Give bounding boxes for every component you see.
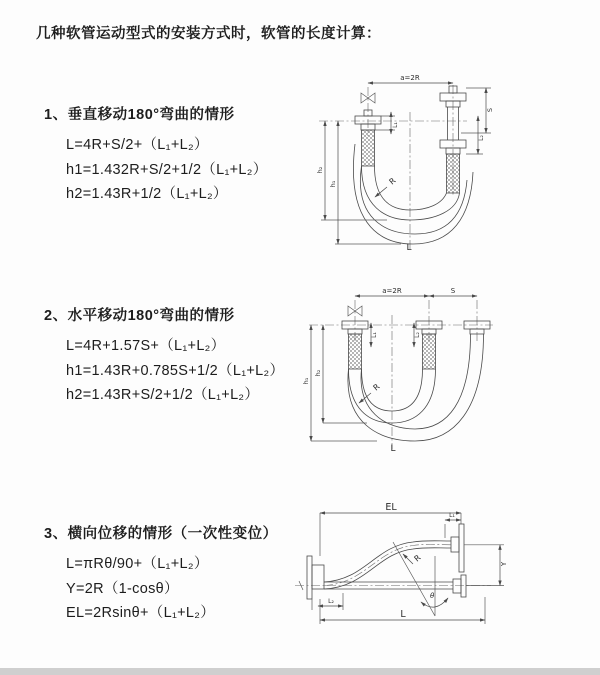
dim-label-l2: L₂ xyxy=(414,332,421,338)
formula-line: L=πRθ/90+（L₁+L₂） xyxy=(66,556,209,572)
formula-line: L=4R+S/2+（L₁+L₂） xyxy=(66,137,209,153)
dim-label-r: R xyxy=(387,176,398,187)
dim-label-h2: h₂ xyxy=(316,166,324,174)
left-flange xyxy=(307,556,324,599)
dim-label-s: S xyxy=(450,287,456,295)
section-3-heading: 3、横向位移的情形（一次性变位） xyxy=(44,526,278,542)
formula-line: h1=1.43R+0.785S+1/2（L₁+L₂） xyxy=(66,362,285,379)
section-1 xyxy=(44,103,268,207)
dim-label-l2: L₂ xyxy=(478,135,485,141)
dim-label-l: L xyxy=(406,243,412,253)
straight-pipe xyxy=(324,575,466,597)
page-title: 几种软管运动型式的安装方式时，软管的长度计算： xyxy=(36,26,381,42)
section-2-heading: 2、水平移动180°弯曲的情形 xyxy=(44,308,235,324)
angle-construction xyxy=(393,542,448,616)
el-extension-lines xyxy=(320,513,461,556)
dim-label-s: S xyxy=(486,107,494,113)
section-3 xyxy=(44,522,278,626)
dim-label-a2r: a=2R xyxy=(382,287,402,295)
dim-label-h1: h₁ xyxy=(329,180,337,188)
dim-label-l: L xyxy=(400,609,406,620)
section-3-formulas xyxy=(66,552,278,626)
dim-label-h2: h₂ xyxy=(314,369,322,377)
dim-label-el: EL xyxy=(385,502,397,513)
dim-label-r: R xyxy=(371,382,382,393)
diagram-vertical-180-bend xyxy=(305,68,575,266)
section-1-heading: 1、垂直移动180°弯曲的情形 xyxy=(44,107,235,123)
dim-label-l1: L₁ xyxy=(392,122,399,128)
s-curve-hose xyxy=(324,524,464,589)
formula-line: h2=1.43R+1/2（L₁+L₂） xyxy=(66,186,228,202)
formula-line: L=4R+1.57S+（L₁+L₂） xyxy=(66,338,226,354)
dim-label-a2r: a=2R xyxy=(400,74,420,82)
formula-line: h2=1.43R+S/2+1/2（L₁+L₂） xyxy=(66,387,260,403)
formula-line: h1=1.432R+S/2+1/2（L₁+L₂） xyxy=(66,161,268,178)
diagram-horizontal-180-bend xyxy=(297,281,597,461)
formula-line: Y=2R（1-cosθ） xyxy=(66,580,179,597)
dim-label-l1: L₁ xyxy=(371,332,378,338)
diagram-1-svg xyxy=(305,68,575,266)
right-hose-braid xyxy=(447,154,460,193)
dim-label-l2: L₂ xyxy=(328,598,334,605)
dim-label-h1: h₁ xyxy=(302,377,310,385)
scan-edge-strip xyxy=(0,668,600,675)
formula-line: EL=2Rsinθ+（L₁+L₂） xyxy=(66,605,216,621)
dim-label-r: R xyxy=(412,553,423,564)
dim-label-theta: θ xyxy=(430,592,435,600)
section-1-formulas xyxy=(66,133,268,207)
left-hose-braid xyxy=(349,334,362,369)
middle-hose-braid xyxy=(423,334,436,369)
section-2-formulas xyxy=(66,334,284,408)
section-2 xyxy=(44,304,284,408)
h-extension-lines xyxy=(321,220,401,244)
radius-leader-line xyxy=(359,393,371,403)
dim-label-l1: L₁ xyxy=(449,512,455,519)
diagram-2-svg xyxy=(297,281,597,461)
left-hose-braid xyxy=(362,130,375,166)
y-extension-lines xyxy=(464,545,504,586)
diagram-lateral-displacement xyxy=(295,498,595,666)
dim-label-y: Y xyxy=(500,561,508,567)
hose-u-bend-curves xyxy=(348,334,484,441)
diagram-3-svg xyxy=(295,498,595,666)
dim-label-l: L xyxy=(390,444,396,454)
